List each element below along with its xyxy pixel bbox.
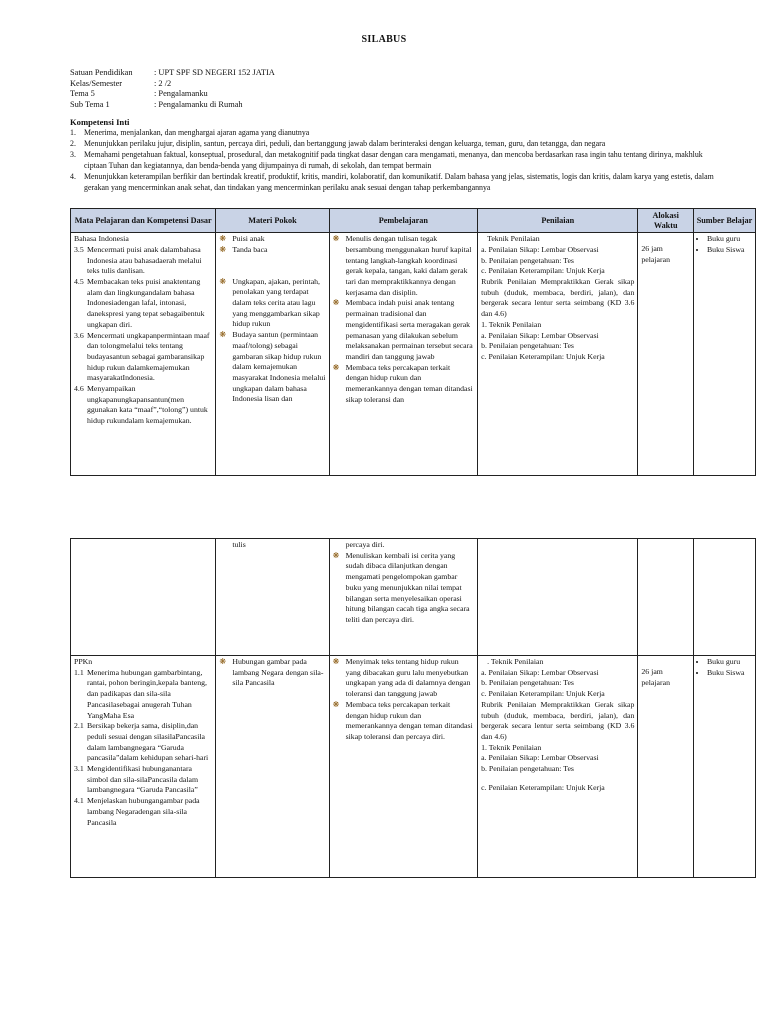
list-item xyxy=(70,128,720,139)
pembelajaran-text: Membaca teks percakapan terkait dengan hidup rukun dan memerankannya dengan teman ditandasi sikap toleransi dan percaya diri. xyxy=(345,699,473,741)
kd-number: 3.5 xyxy=(74,244,84,254)
item-text: Menunjukkan keterampilan berfikir dan bertindak kreatif, produktif, kritis, mandiri, kolaboratif, dan komunikatif. Dalam bahasa yang jelas, sistematis, logis dan kritis, dalam karya yang estetis, dalam gerakan yang mencerminkan anak sehat, dan tindakan yang mencerminkan perilaku anak sesuai dengan tahap perkembangannya xyxy=(84,171,714,192)
header-pembelajaran: Pembelajaran xyxy=(329,209,478,233)
alokasi-cell xyxy=(638,539,694,656)
garuda-bullet-icon: ❋ xyxy=(332,550,340,560)
meta-value: : 2 /2 xyxy=(154,78,172,88)
table-header-row xyxy=(71,209,756,233)
header-sumber: Sumber Belajar xyxy=(693,209,755,233)
pembelajaran-text: Menyimak teks tentang hidup rukun yang dibacakan guru lalu menyebutkan ungkapan yang ada di dalamnya dengan toleransi dan tanggung jawab xyxy=(345,657,471,699)
garuda-bullet-icon: ❋ xyxy=(332,657,340,666)
kd-text: Menerima hubungan gambarbintang, rantai, pohon beringin,kepala banteng, dan padikapas dan sila-sila Pancasilasebagai anugerah Tuhan YangMaha Esa xyxy=(87,667,207,720)
item-number: 3. xyxy=(70,149,76,159)
garuda-bullet-icon: ❋ xyxy=(219,657,227,666)
pembelajaran-text: Menuliskan kembali isi cerita yang sudah dibaca dilanjutkan dengan mengamati pengelompokan gambar buku yang menunjukkan nilai tempat bilangan serta menyelesaikan operasi hitung bilangan cacah tiga angka secara teliti dan percaya diri. xyxy=(345,550,470,624)
meta-row xyxy=(70,100,275,111)
list-item xyxy=(219,245,325,256)
list-item xyxy=(333,551,475,626)
materi-text: Hubungan gambar pada lambang Negara dengan sila-sila Pancasila xyxy=(232,657,324,688)
meta-value: : UPT SPF SD NEGERI 152 JATIA xyxy=(154,68,275,77)
mapel-cell xyxy=(71,656,216,878)
kd-item xyxy=(74,764,212,796)
list-item xyxy=(219,657,325,689)
kd-text: Menjelaskan hubungangambar pada lambang Negaradengan sila-sila Pancasila xyxy=(87,796,200,827)
penilaian-line: b. Penilaian pengetahuan: Tes xyxy=(481,341,574,351)
meta-value: : Pengalamanku xyxy=(154,89,208,99)
materi-cell xyxy=(216,539,329,656)
spacer xyxy=(219,256,325,277)
sumber-list xyxy=(697,657,752,678)
kd-number: 3.6 xyxy=(74,330,84,340)
penilaian-cell xyxy=(478,539,638,656)
list-item xyxy=(333,298,475,362)
materi-cell xyxy=(216,233,329,476)
penilaian-line: c. Penilaian Keterampilan: Unjuk Kerja xyxy=(481,266,605,276)
list-item xyxy=(333,363,475,406)
penilaian-line: Teknik Penilaian xyxy=(487,234,540,244)
kd-text: Mengidentifikasi hubunganantara simbol dan sila-silaPancasila dalam lambangnegara “Garuda Pancasila” xyxy=(87,764,199,795)
materi-text: Tanda baca xyxy=(232,244,268,254)
mapel-cell xyxy=(71,539,216,656)
silabus-table-page2 xyxy=(70,538,756,878)
silabus-table-page1 xyxy=(70,208,756,476)
meta-row xyxy=(70,89,275,100)
kompetensi-inti-list xyxy=(70,128,720,193)
garuda-bullet-icon: ❋ xyxy=(219,276,227,286)
list-item: • Buku Siswa xyxy=(707,668,752,679)
alokasi-value: 26 jam pelajaran xyxy=(641,244,670,264)
penilaian-line: b. Penilaian pengetahuan: Tes xyxy=(481,255,574,265)
meta-key: Tema 5 xyxy=(70,89,95,99)
meta-key: Satuan Pendidikan xyxy=(70,68,133,77)
kd-text: Bersikap bekerja sama, disiplin,dan peduli sesuai dengan silasilaPancasila dalam lambangnegara “Garuda pancasila”dalam kehidupan sehari-hari xyxy=(87,721,209,763)
pembelajaran-cell xyxy=(329,233,478,476)
header-mapel: Mata Pelajaran dan Kompetensi Dasar xyxy=(71,209,216,233)
garuda-bullet-icon: ❋ xyxy=(332,298,340,308)
meta-key: Sub Tema 1 xyxy=(70,99,110,109)
list-item xyxy=(70,139,720,150)
pembelajaran-text: Menulis dengan tulisan tegak bersambung menggunakan huruf kapital tentang langkah-langkah koordinasi gerak kepala, tangan, kaki dalam gerak tari dan mempraktikkannya dengan kerjasama dan disiplin. xyxy=(345,234,472,297)
subject-name: PPKn xyxy=(74,657,93,666)
kd-item xyxy=(74,384,212,427)
kd-item xyxy=(74,331,212,385)
sumber-list xyxy=(697,234,752,255)
list-item xyxy=(219,234,325,245)
header-materi: Materi Pokok xyxy=(216,209,329,233)
penilaian-line: a. Penilaian Sikap: Lembar Observasi xyxy=(481,753,599,763)
kompetensi-inti-heading: Kompetensi Inti xyxy=(70,117,130,127)
kd-item xyxy=(74,668,212,722)
list-item xyxy=(219,330,325,405)
materi-cell xyxy=(216,656,329,878)
kd-item xyxy=(74,721,212,764)
kd-text: Mencermati puisi anak dalambahasa Indonesia atau bahasadaerah melalui teks tulis danlisan. xyxy=(87,244,202,276)
garuda-bullet-icon: ❋ xyxy=(332,234,340,244)
penilaian-line: c. Penilaian Keterampilan: Unjuk Kerja xyxy=(481,351,605,361)
penilaian-line: b. Penilaian pengetahuan: Tes xyxy=(481,764,574,774)
meta-value: : Pengalamanku di Rumah xyxy=(154,99,243,109)
penilaian-line: Rubrik Penilaian Mempraktikkan Gerak sikap tubuh (duduk, membaca, berdiri, jalan), dan bergerak secara lentur serta seimbang (KD 3.6 dan 4.6) xyxy=(481,277,635,319)
kd-number: 1.1 xyxy=(74,667,84,677)
garuda-bullet-icon: ❋ xyxy=(219,330,227,340)
list-item xyxy=(70,150,720,172)
list-item xyxy=(219,277,325,331)
sumber-cell xyxy=(693,539,755,656)
header-alokasi: Alokasi Waktu xyxy=(638,209,694,233)
penilaian-line: b. Penilaian pengetahuan: Tes xyxy=(481,678,574,688)
kd-item xyxy=(74,245,212,277)
meta-row xyxy=(70,68,275,79)
table-row xyxy=(71,539,756,656)
penilaian-line: a. Penilaian Sikap: Lembar Observasi xyxy=(481,244,599,254)
pembelajaran-cell xyxy=(329,539,478,656)
kd-text: Menyampaikan ungkapanungkapansantun(men ggunakan kata “maaf”,“tolong”) untuk hidup rukundalam kemajemukan. xyxy=(87,384,208,426)
sumber-cell xyxy=(693,233,755,476)
kd-number: 2.1 xyxy=(74,721,84,731)
garuda-bullet-icon: ❋ xyxy=(332,699,340,709)
meta-row xyxy=(70,79,275,90)
list-item: • Buku guru xyxy=(707,657,752,668)
alokasi-cell xyxy=(638,233,694,476)
kd-item xyxy=(74,796,212,828)
garuda-bullet-icon: ❋ xyxy=(332,362,340,372)
alokasi-value: 26 jam pelajaran xyxy=(641,667,670,687)
list-item xyxy=(333,700,475,743)
penilaian-line: Rubrik Penilaian Mempraktikkan Gerak sikap tubuh (duduk, membaca, berdiri, jalan), dan bergerak secara lentur serta seimbang (KD 3.6 dan 4.6) xyxy=(481,699,635,741)
garuda-bullet-icon: ❋ xyxy=(219,234,227,244)
garuda-bullet-icon: ❋ xyxy=(219,244,227,254)
penilaian-line: c. Penilaian Keterampilan: Unjuk Kerja xyxy=(481,782,605,792)
item-text: Menerima, menjalankan, dan menghargai ajaran agama yang dianutnya xyxy=(84,128,310,137)
list-item: • Buku guru xyxy=(707,234,752,245)
penilaian-line: a. Penilaian Sikap: Lembar Observasi xyxy=(481,330,599,340)
kd-number: 4.6 xyxy=(74,384,84,394)
alokasi-cell xyxy=(638,656,694,878)
list-item xyxy=(70,172,720,194)
list-item xyxy=(333,657,475,700)
item-number: 2. xyxy=(70,138,76,148)
table-row xyxy=(71,233,756,476)
pembelajaran-cell xyxy=(329,656,478,878)
penilaian-line: a. Penilaian Sikap: Lembar Observasi xyxy=(481,667,599,677)
penilaian-line: 1. Teknik Penilaian xyxy=(481,319,542,329)
pembelajaran-text: percaya diri. xyxy=(345,540,385,549)
pembelajaran-text: Membaca indah puisi anak tentang permainan tradisional dan mengidentifikasi serta meragakan gerak pemanasan yang dilakukan sebelum melaksanakan permainan tersebut secara mandiri dan tanggung jawab xyxy=(345,298,473,361)
subject-name: Bahasa Indonesia xyxy=(74,234,129,244)
penilaian-line: c. Penilaian Keterampilan: Unjuk Kerja xyxy=(481,689,605,699)
kd-text: Mencermati ungkapanpermintaan maaf dan tolongmelalui teks tentang budayasantun sebagai gambaransikap hidup rukun dalamkemajemukan masyarakatIndonesia. xyxy=(87,330,210,383)
item-text: Menunjukkan perilaku jujur, disiplin, santun, percaya diri, peduli, dan bertanggung jawab dalam berinteraksi dengan keluarga, teman, guru, dan tetangga, dan negara xyxy=(84,138,606,148)
item-text: Memahami pengetahuan faktual, konseptual, prosedural, dan metakognitif pada tingkat dasar dengan cara mengamati, menanya, dan mencoba berdasarkan rasa ingin tahu tentang dirinya, makhluk ciptaan Tuhan dan kegiatannya, dan benda-benda yang dijumpainya di rumah, di sekolah, dan tempat bermain xyxy=(84,149,703,170)
materi-text: Puisi anak xyxy=(232,234,265,244)
item-number: 1. xyxy=(70,128,76,137)
mapel-cell xyxy=(71,233,216,476)
kd-number: 4.5 xyxy=(74,277,84,286)
table-row xyxy=(71,656,756,878)
penilaian-line: . Teknik Penilaian xyxy=(487,657,544,666)
kd-text: Membacakan teks puisi anaktentang alam dan lingkungandalam bahasa Indonesiadengan lafal, intonasi, danekspresi yang tepat sebagaibentuk ungkapan diri. xyxy=(87,277,205,329)
document-title: SILABUS xyxy=(361,34,407,45)
identity-block xyxy=(70,68,275,110)
item-number: 4. xyxy=(70,171,76,181)
penilaian-line: 1. Teknik Penilaian xyxy=(481,742,542,752)
list-item xyxy=(333,234,475,298)
kd-number: 3.1 xyxy=(74,764,84,774)
header-penilaian: Penilaian xyxy=(478,209,638,233)
materi-text: Budaya santun (permintaan maaf/tolong) sebagai gambaran sikap hidup rukun dalam kemajemukan masyarakat Indonesia melalui ungkapan dalam bahasa Indonesia lisan dan xyxy=(232,330,326,404)
penilaian-cell xyxy=(478,656,638,878)
kd-number: 4.1 xyxy=(74,796,84,806)
materi-text: Ungkapan, ajakan, perintah, penolakan yang terdapat dalam teks cerita atau lagu yang menggambarkan sikap hidup rukun xyxy=(232,276,321,329)
materi-text: tulis xyxy=(232,540,246,549)
pembelajaran-text: Membaca teks percakapan terkait dengan hidup rukun dan memerankannya dengan teman ditandasi sikap toleransi dan xyxy=(345,362,473,404)
kd-item xyxy=(74,277,212,331)
list-item: • Buku Siswa xyxy=(707,245,752,256)
meta-key: Kelas/Semester xyxy=(70,78,123,88)
sumber-cell xyxy=(693,656,755,878)
penilaian-cell xyxy=(478,233,638,476)
